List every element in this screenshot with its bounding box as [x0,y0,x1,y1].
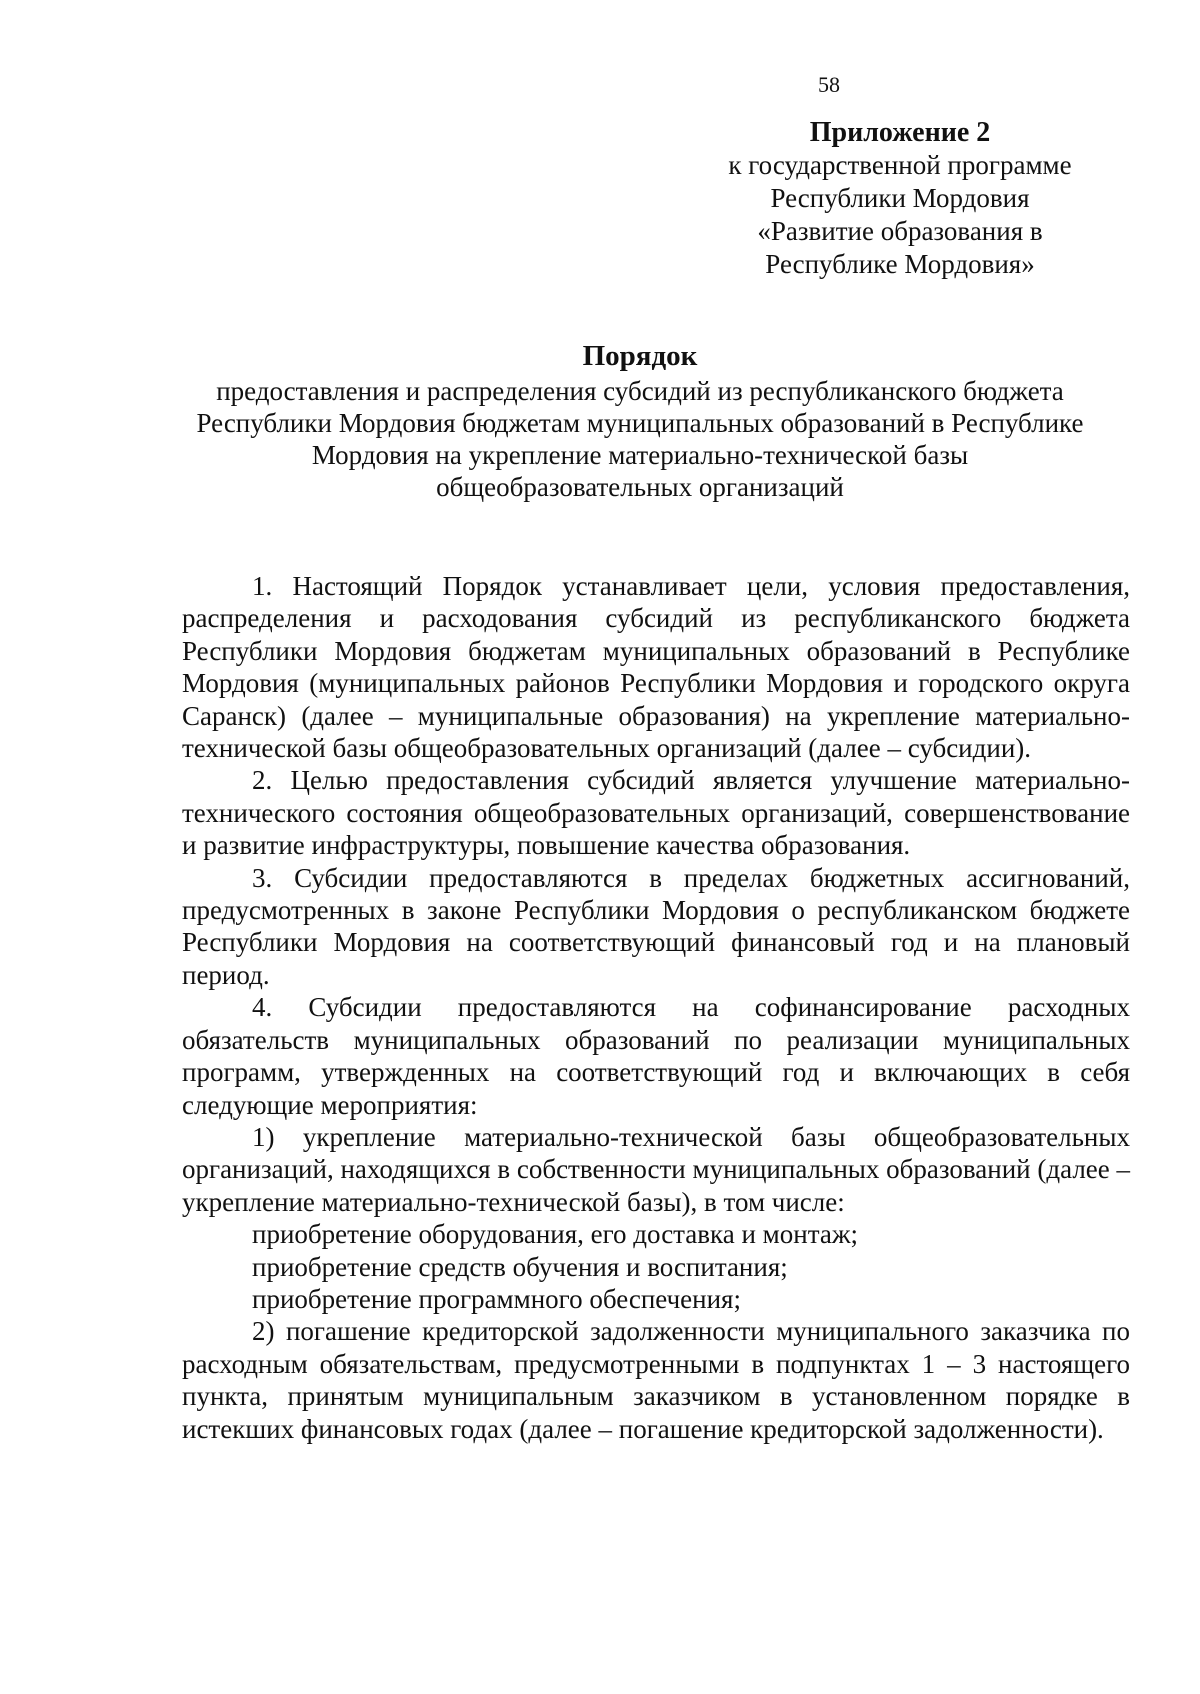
subitem-2: 2) погашение кредиторской задолженности муниципального заказчика по расходным обязательствам, предусмотренными в подпунктах 1 – 3 настоящего пункта, принятым муниципальным заказчиком в установленном порядке в истекших финансовых годах (далее – погашение кредиторской задолженности). [182,1316,1130,1444]
heading-line: общеобразовательных организаций [436,472,844,502]
list-item: приобретение средств обучения и воспитания; [252,1251,788,1282]
paragraph-3: 3. Субсидии предоставляются в пределах бюджетных ассигнований, предусмотренных в законе Республики Мордовия о республиканском бюджете Республики Мордовия на соответствующий финансовый год и на плановый период. [182,862,1130,990]
appendix-line: «Развитие образования в [757,216,1043,246]
list-item: приобретение оборудования, его доставка и монтаж; [252,1219,858,1250]
appendix-line: Республике Мордовия» [765,249,1035,279]
heading-line: Мордовия на укрепление материально-технической базы [311,440,969,470]
document-heading [150,340,1130,503]
paragraph-2: 2. Целью предоставления субсидий является улучшение материально-технического состояния общеобразовательных организаций, совершенствование и развитие инфраструктуры, повышение качества образования. [182,765,1130,861]
heading-line: предоставления и распределения субсидий из республиканского бюджета [216,376,1064,406]
appendix-title: Приложение 2 [809,117,991,148]
appendix-line: Республики Мордовия [770,183,1030,213]
document-body [182,570,1130,1445]
list-item: приобретение программного обеспечения; [252,1283,741,1314]
subitem-1: 1) укрепление материально-технической базы общеобразовательных организаций, находящихся в собственности муниципальных образований (далее – укрепление материально-технической базы), в том числе: [182,1121,1131,1217]
appendix-block [670,116,1130,281]
heading-line: Республики Мордовия бюджетам муниципальных образований в Республике [196,408,1084,438]
appendix-line: к государственной программе [728,150,1072,180]
paragraph-4: 4. Субсидии предоставляются на софинансирование расходных обязательств муниципальных образований по реализации муниципальных программ, утвержденных на соответствующий год и включающих в себя следующие мероприятия: [182,992,1130,1120]
page-number: 58 [818,72,840,97]
document-title: Порядок [582,340,698,372]
paragraph-1: 1. Настоящий Порядок устанавливает цели, условия предоставления, распределения и расходования субсидий из республиканского бюджета Республики Мордовия бюджетам муниципальных образований в Республике Мордовия (муниципальных районов Республики Мордовия и городского округа Саранск) (далее – муниципальные образования) на укрепление материально-технической базы общеобразовательных организаций (далее – субсидии). [182,571,1130,764]
